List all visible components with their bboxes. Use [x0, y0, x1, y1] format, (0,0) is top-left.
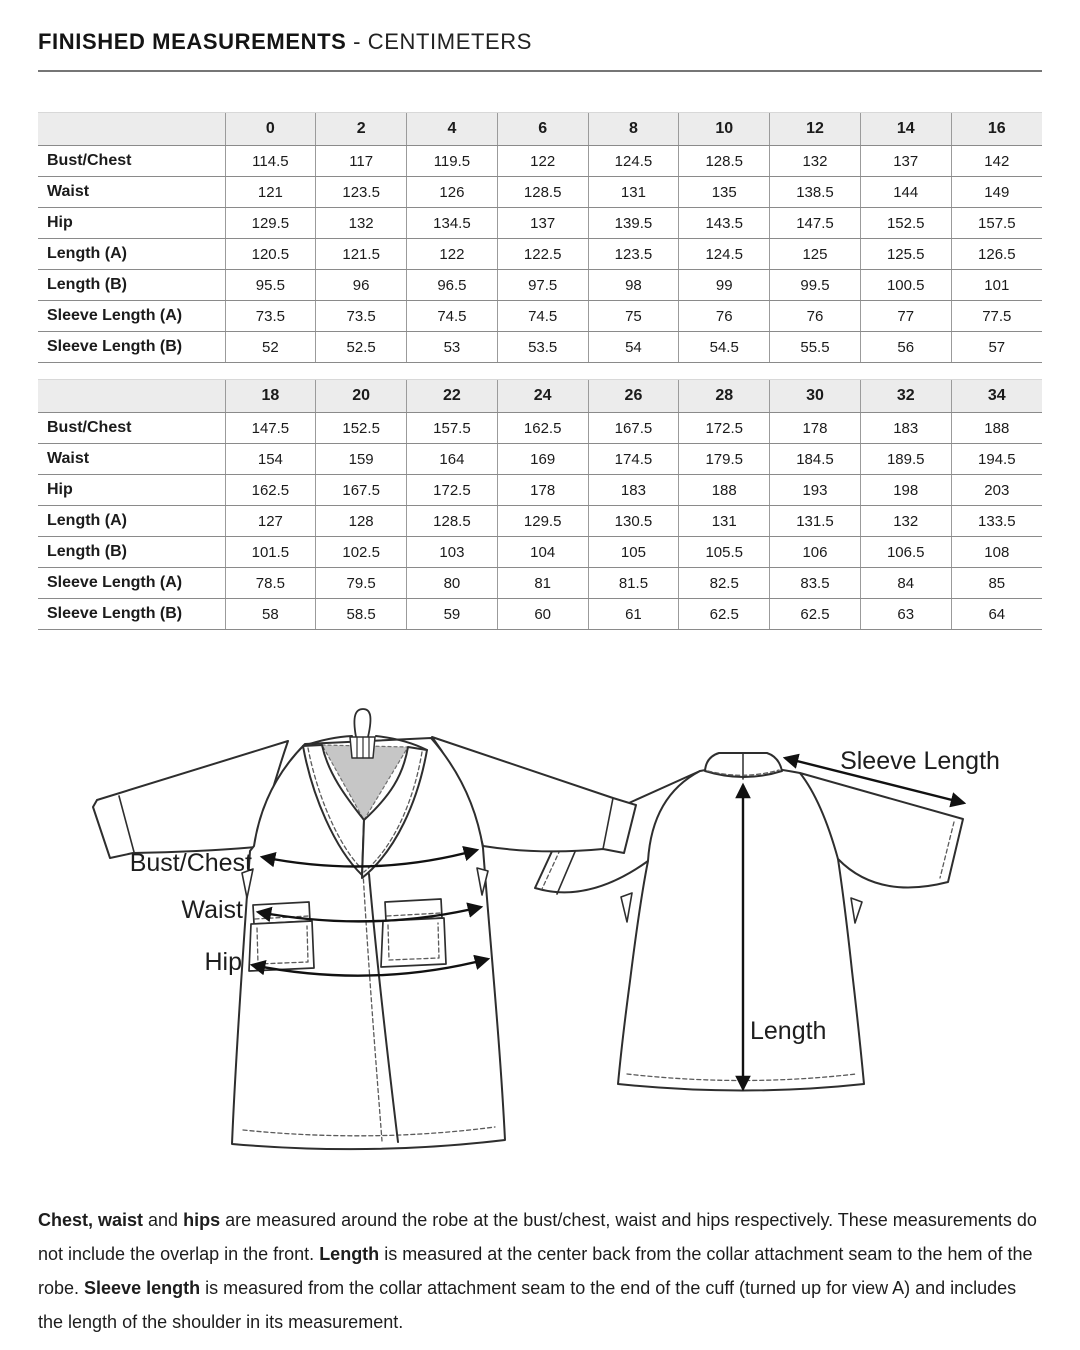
measurement-row: [38, 506, 1042, 537]
measurement-value-cell: 126.5: [951, 239, 1042, 270]
hip-label: Hip: [204, 948, 242, 976]
notes-text: and: [143, 1210, 184, 1230]
measurement-value-cell: 189.5: [860, 444, 951, 475]
robe-front-view: [93, 709, 636, 1149]
measurement-notes: [38, 1203, 1042, 1339]
measurement-value-cell: 128.5: [497, 177, 588, 208]
measurement-value-cell: 121.5: [316, 239, 407, 270]
size-column-header: 2: [316, 113, 407, 146]
measurement-value-cell: 61: [588, 599, 679, 630]
measurement-value-cell: 157.5: [407, 413, 498, 444]
measurement-value-cell: 129.5: [497, 506, 588, 537]
back-belt-loop-right: [851, 898, 862, 923]
notes-term: Length: [319, 1244, 380, 1264]
measurement-value-cell: 52.5: [316, 332, 407, 363]
size-column-header: 6: [497, 113, 588, 146]
measurement-value-cell: 76: [679, 301, 770, 332]
size-column-header: 24: [497, 380, 588, 413]
measurement-value-cell: 101: [951, 270, 1042, 301]
measurement-value-cell: 203: [951, 475, 1042, 506]
measurement-value-cell: 131.5: [770, 506, 861, 537]
measurement-value-cell: 54: [588, 332, 679, 363]
notes-text: is measured from the collar attachment seam to the end of the cuff (turned up for view A) and includes the length of the shoulder in its measurement.: [38, 1278, 1017, 1332]
measurement-value-cell: 126: [407, 177, 498, 208]
measurement-value-cell: 142: [951, 146, 1042, 177]
measurement-value-cell: 188: [951, 413, 1042, 444]
measurement-value-cell: 147.5: [770, 208, 861, 239]
measurement-value-cell: 101.5: [225, 537, 316, 568]
measurement-value-cell: 130.5: [588, 506, 679, 537]
measurement-value-cell: 62.5: [770, 599, 861, 630]
sleeve-length-label: Sleeve Length: [840, 747, 1000, 775]
measurement-value-cell: 135: [679, 177, 770, 208]
measurement-value-cell: 63: [860, 599, 951, 630]
measurement-value-cell: 80: [407, 568, 498, 599]
measurement-value-cell: 122: [407, 239, 498, 270]
measurement-row-label: Sleeve Length (A): [38, 301, 225, 332]
measurement-row-label: Bust/Chest: [38, 413, 225, 444]
measurement-value-cell: 167.5: [588, 413, 679, 444]
measurement-row-label: Bust/Chest: [38, 146, 225, 177]
robe-technical-drawing: [0, 691, 1080, 1191]
measurement-value-cell: 56: [860, 332, 951, 363]
measurement-row-label: Sleeve Length (A): [38, 568, 225, 599]
measurement-value-cell: 54.5: [679, 332, 770, 363]
robe-measurement-diagram: [0, 691, 1080, 1191]
size-column-header: 28: [679, 380, 770, 413]
measurement-row-label: Hip: [38, 475, 225, 506]
measurement-value-cell: 83.5: [770, 568, 861, 599]
measurement-value-cell: 127: [225, 506, 316, 537]
measurement-value-cell: 138.5: [770, 177, 861, 208]
measurement-value-cell: 81.5: [588, 568, 679, 599]
measurement-value-cell: 198: [860, 475, 951, 506]
measurement-value-cell: 122.5: [497, 239, 588, 270]
measurement-row: [38, 239, 1042, 270]
size-column-header: 32: [860, 380, 951, 413]
measurement-value-cell: 53.5: [497, 332, 588, 363]
measurement-value-cell: 74.5: [407, 301, 498, 332]
measurement-value-cell: 79.5: [316, 568, 407, 599]
measurement-row-label: Sleeve Length (B): [38, 599, 225, 630]
page-title-units: - CENTIMETERS: [353, 29, 533, 54]
measurement-value-cell: 134.5: [407, 208, 498, 239]
measurement-row: [38, 301, 1042, 332]
measurement-value-cell: 77: [860, 301, 951, 332]
measurement-value-cell: 104: [497, 537, 588, 568]
measurement-value-cell: 76: [770, 301, 861, 332]
measurement-value-cell: 132: [770, 146, 861, 177]
size-column-header: 22: [407, 380, 498, 413]
measurement-value-cell: 73.5: [316, 301, 407, 332]
measurement-value-cell: 125: [770, 239, 861, 270]
notes-text: are measured around the robe at the bust/chest, waist and hips respectively. These measurements do not include the overlap in the front.: [38, 1210, 1037, 1264]
measurement-value-cell: 108: [951, 537, 1042, 568]
measurement-value-cell: 184.5: [770, 444, 861, 475]
size-column-header: 8: [588, 113, 679, 146]
measurement-value-cell: 169: [497, 444, 588, 475]
measurement-value-cell: 106.5: [860, 537, 951, 568]
measurement-value-cell: 183: [860, 413, 951, 444]
measurement-value-cell: 97.5: [497, 270, 588, 301]
measurement-value-cell: 58.5: [316, 599, 407, 630]
measurement-value-cell: 137: [497, 208, 588, 239]
size-column-header: 10: [679, 113, 770, 146]
size-column-header: 34: [951, 380, 1042, 413]
measurement-value-cell: 73.5: [225, 301, 316, 332]
measurement-row: [38, 475, 1042, 506]
page-title-main: FINISHED MEASUREMENTS: [38, 29, 347, 54]
measurement-value-cell: 172.5: [679, 413, 770, 444]
measurements-table-sizes-18-34: [38, 379, 1042, 630]
back-belt-loop-left: [621, 893, 632, 922]
size-column-header: 20: [316, 380, 407, 413]
measurement-value-cell: 84: [860, 568, 951, 599]
size-column-header: 0: [225, 113, 316, 146]
notes-text: is measured at the center back from the collar attachment seam to the hem of the robe.: [38, 1244, 1033, 1298]
measurement-value-cell: 105: [588, 537, 679, 568]
measurement-value-cell: 82.5: [679, 568, 770, 599]
measurement-value-cell: 128.5: [407, 506, 498, 537]
measurement-row: [38, 177, 1042, 208]
measurement-row-label: Waist: [38, 444, 225, 475]
measurement-value-cell: 64: [951, 599, 1042, 630]
measurement-row: [38, 146, 1042, 177]
measurement-row: [38, 599, 1042, 630]
measurement-row-label: Waist: [38, 177, 225, 208]
notes-term: hips: [183, 1210, 221, 1230]
measurement-value-cell: 96.5: [407, 270, 498, 301]
measurement-row: [38, 208, 1042, 239]
size-header-empty-cell: [38, 113, 225, 146]
measurement-row: [38, 537, 1042, 568]
measurement-value-cell: 74.5: [497, 301, 588, 332]
size-header-empty-cell: [38, 380, 225, 413]
measurement-value-cell: 147.5: [225, 413, 316, 444]
measurement-value-cell: 162.5: [225, 475, 316, 506]
size-column-header: 14: [860, 113, 951, 146]
measurement-value-cell: 129.5: [225, 208, 316, 239]
measurement-value-cell: 77.5: [951, 301, 1042, 332]
measurement-value-cell: 121: [225, 177, 316, 208]
measurement-row-label: Sleeve Length (B): [38, 332, 225, 363]
size-column-header: 18: [225, 380, 316, 413]
measurement-value-cell: 178: [770, 413, 861, 444]
measurement-value-cell: 114.5: [225, 146, 316, 177]
measurement-value-cell: 131: [588, 177, 679, 208]
measurement-value-cell: 154: [225, 444, 316, 475]
notes-term: Sleeve length: [84, 1278, 201, 1298]
measurement-value-cell: 137: [860, 146, 951, 177]
measurement-value-cell: 102.5: [316, 537, 407, 568]
measurement-value-cell: 105.5: [679, 537, 770, 568]
measurement-value-cell: 124.5: [588, 146, 679, 177]
length-label: Length: [750, 1017, 827, 1045]
measurement-value-cell: 188: [679, 475, 770, 506]
size-column-header: 16: [951, 113, 1042, 146]
measurement-value-cell: 183: [588, 475, 679, 506]
bust-chest-label: Bust/Chest: [129, 849, 252, 877]
measurement-value-cell: 81: [497, 568, 588, 599]
measurement-value-cell: 62.5: [679, 599, 770, 630]
measurement-value-cell: 55.5: [770, 332, 861, 363]
size-column-header: 12: [770, 113, 861, 146]
measurement-value-cell: 152.5: [316, 413, 407, 444]
measurement-value-cell: 124.5: [679, 239, 770, 270]
measurement-value-cell: 58: [225, 599, 316, 630]
measurement-row-label: Length (B): [38, 537, 225, 568]
measurement-value-cell: 119.5: [407, 146, 498, 177]
measurement-value-cell: 193: [770, 475, 861, 506]
measurement-value-cell: 52: [225, 332, 316, 363]
measurement-value-cell: 59: [407, 599, 498, 630]
size-column-header: 4: [407, 113, 498, 146]
measurement-value-cell: 164: [407, 444, 498, 475]
waist-label: Waist: [181, 896, 243, 924]
measurement-value-cell: 132: [316, 208, 407, 239]
measurement-value-cell: 98: [588, 270, 679, 301]
measurement-row-label: Length (B): [38, 270, 225, 301]
measurement-value-cell: 60: [497, 599, 588, 630]
measurement-value-cell: 162.5: [497, 413, 588, 444]
measurement-value-cell: 157.5: [951, 208, 1042, 239]
measurement-row: [38, 332, 1042, 363]
measurement-value-cell: 125.5: [860, 239, 951, 270]
measurement-value-cell: 100.5: [860, 270, 951, 301]
measurement-value-cell: 95.5: [225, 270, 316, 301]
measurement-value-cell: 139.5: [588, 208, 679, 239]
measurement-value-cell: 149: [951, 177, 1042, 208]
measurement-value-cell: 167.5: [316, 475, 407, 506]
measurement-value-cell: 159: [316, 444, 407, 475]
measurement-value-cell: 106: [770, 537, 861, 568]
measurement-row: [38, 568, 1042, 599]
measurement-row: [38, 270, 1042, 301]
notes-term: Chest, waist: [38, 1210, 144, 1230]
measurement-value-cell: 178: [497, 475, 588, 506]
measurement-row: [38, 444, 1042, 475]
measurement-row-label: Length (A): [38, 239, 225, 270]
measurement-value-cell: 75: [588, 301, 679, 332]
measurement-row: [38, 413, 1042, 444]
title-divider: [38, 70, 1042, 72]
measurement-row-label: Length (A): [38, 506, 225, 537]
measurement-value-cell: 174.5: [588, 444, 679, 475]
measurement-value-cell: 103: [407, 537, 498, 568]
measurement-value-cell: 152.5: [860, 208, 951, 239]
measurement-value-cell: 128.5: [679, 146, 770, 177]
measurement-value-cell: 57: [951, 332, 1042, 363]
measurement-value-cell: 194.5: [951, 444, 1042, 475]
measurement-value-cell: 133.5: [951, 506, 1042, 537]
measurement-value-cell: 53: [407, 332, 498, 363]
size-column-header: 30: [770, 380, 861, 413]
measurement-value-cell: 117: [316, 146, 407, 177]
measurement-value-cell: 122: [497, 146, 588, 177]
measurement-value-cell: 132: [860, 506, 951, 537]
measurement-value-cell: 131: [679, 506, 770, 537]
measurement-value-cell: 99.5: [770, 270, 861, 301]
measurement-value-cell: 120.5: [225, 239, 316, 270]
measurement-value-cell: 144: [860, 177, 951, 208]
measurement-value-cell: 123.5: [316, 177, 407, 208]
measurement-value-cell: 96: [316, 270, 407, 301]
size-column-header: 26: [588, 380, 679, 413]
measurement-row-label: Hip: [38, 208, 225, 239]
page-title: [38, 28, 1042, 56]
measurements-table-sizes-0-16: [38, 112, 1042, 363]
measurement-value-cell: 179.5: [679, 444, 770, 475]
measurement-value-cell: 123.5: [588, 239, 679, 270]
measurement-value-cell: 85: [951, 568, 1042, 599]
measurement-value-cell: 99: [679, 270, 770, 301]
measurement-value-cell: 143.5: [679, 208, 770, 239]
measurement-value-cell: 78.5: [225, 568, 316, 599]
measurement-value-cell: 128: [316, 506, 407, 537]
hanger-loop: [354, 709, 370, 737]
measurement-value-cell: 172.5: [407, 475, 498, 506]
